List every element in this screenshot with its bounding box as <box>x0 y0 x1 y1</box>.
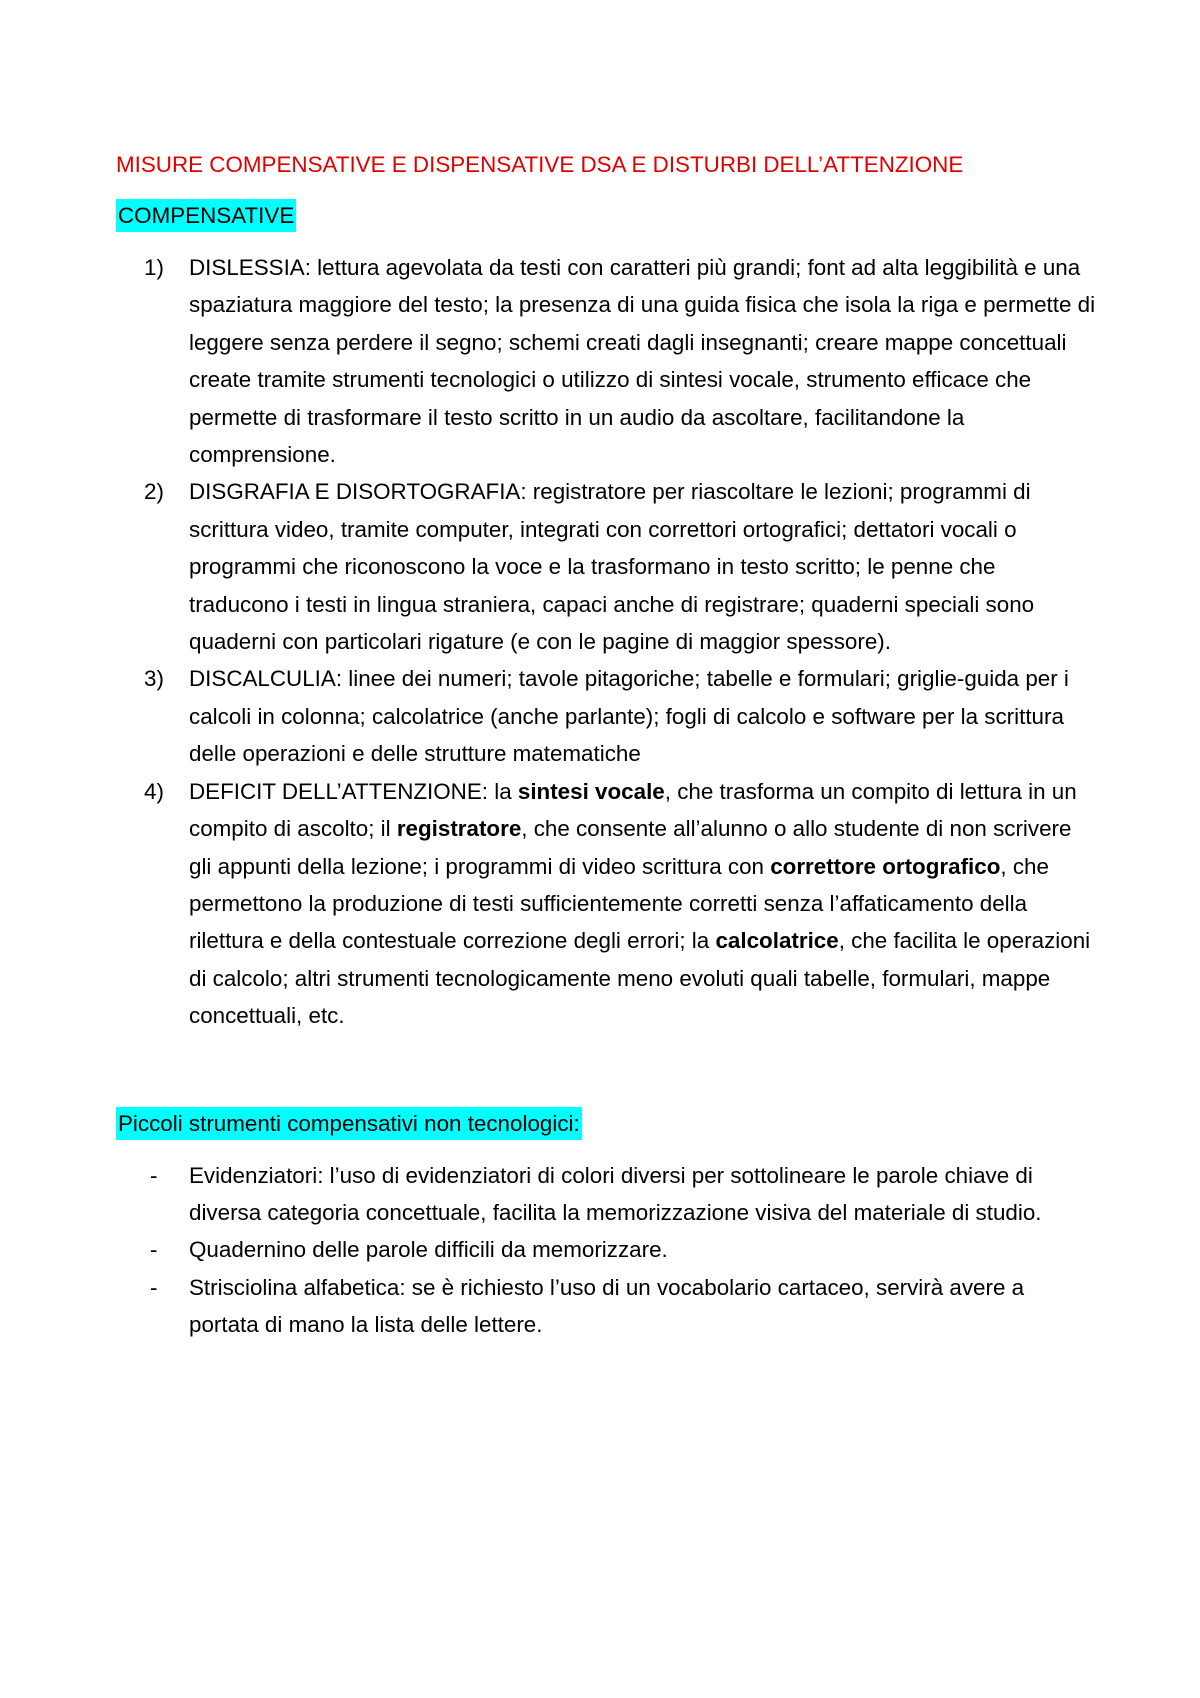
document-page <box>116 146 1096 1344</box>
list-item <box>116 249 1096 473</box>
list-item-text: DISLESSIA: lettura agevolata da testi con caratteri più grandi; font ad alta leggibilità e una spaziatura maggiore del testo; la presenza di una guida fisica che isola la riga e permette di leggere senza perdere il segno; schemi creati dagli insegnanti; creare mappe concettuali create tramite strumenti tecnologici o utilizzo di sintesi vocale, strumento efficace che permette di trasformare il testo scritto in un audio da ascoltare, facilitandone la comprensione. <box>189 255 1096 468</box>
dash-bullet: - <box>150 1162 158 1188</box>
bold-term-correttore-ortografico: correttore ortografico <box>770 853 1001 879</box>
list-item-text: DISCALCULIA: linee dei numeri; tavole pitagoriche; tabelle e formulari; griglie-guida per i calcoli in colonna; calcolatrice (anche parlante); fogli di calcolo e software per la scrittura delle operazioni e delle strutture matematiche <box>189 666 1069 767</box>
bold-term-registratore: registratore <box>396 816 522 842</box>
list-item-number: 1) <box>144 255 164 280</box>
text-segment: , che trasforma un compito di lettura in un compito di ascolto; il <box>189 778 1077 842</box>
dash-bullet: - <box>150 1274 158 1300</box>
list-item-text: DISGRAFIA E DISORTOGRAFIA: registratore per riascoltare le lezioni; programmi di scrittura video, tramite computer, integrati con correttori ortografici; dettatori vocali o programmi che riconoscono la voce e la trasformano in testo scritto; le penne che traducono i testi in lingua straniera, capaci anche di registrare; quaderni speciali sono quaderni con particolari rigature (e con le pagine di maggior spessore). <box>189 479 1035 655</box>
list-item-text <box>189 779 1090 1028</box>
bold-term-calcolatrice: calcolatrice <box>715 928 839 954</box>
list-item-text: Quadernino delle parole difficili da memorizzare. <box>189 1237 668 1263</box>
list-item <box>116 1269 1096 1344</box>
section-heading-non-technological: Piccoli strumenti compensativi non tecnologici: <box>116 1107 582 1140</box>
section-non-technological <box>116 1105 1096 1142</box>
text-segment: , che consente all’alunno o allo studente di non scrivere gli appunti della lezione; i programmi di video scrittura con <box>189 816 1072 879</box>
text-segment: , che facilita le operazioni di calcolo; altri strumenti tecnologicamente meno evoluti quali tabelle, formulari, mappe concettuali, etc. <box>189 928 1091 1029</box>
dash-bullet: - <box>150 1237 158 1263</box>
non-technological-list <box>116 1157 1096 1344</box>
list-item <box>116 1231 1096 1268</box>
list-item <box>116 660 1096 772</box>
list-item-number: 2) <box>144 479 164 505</box>
text-segment: , che permettono la produzione di testi sufficientemente corretti senza l’affaticamento della rilettura e della contestuale correzione degli errori; la <box>189 853 1049 954</box>
list-item <box>116 473 1096 660</box>
list-item-number: 3) <box>144 666 164 692</box>
bold-term-sintesi-vocale: sintesi vocale <box>517 778 665 804</box>
compensative-list <box>116 249 1096 1035</box>
list-item-text: Evidenziatori: l’uso di evidenziatori di colori diversi per sottolineare le parole chiave di diversa categoria concettuale, facilita la memorizzazione visiva del materiale di studio. <box>189 1162 1042 1225</box>
list-item-text: Strisciolina alfabetica: se è richiesto l’uso di un vocabolario cartaceo, servirà avere a portata di mano la lista delle lettere. <box>189 1274 1025 1338</box>
list-item <box>116 1157 1096 1232</box>
text-segment: DEFICIT DELL’ATTENZIONE: la <box>189 778 518 804</box>
document-title: MISURE COMPENSATIVE E DISPENSATIVE DSA E DISTURBI DELL’ATTENZIONE <box>116 152 964 177</box>
list-item <box>116 773 1096 1035</box>
list-item-number: 4) <box>144 778 164 804</box>
section-compensative <box>116 197 1096 234</box>
section-heading-compensative: COMPENSATIVE <box>116 199 296 232</box>
